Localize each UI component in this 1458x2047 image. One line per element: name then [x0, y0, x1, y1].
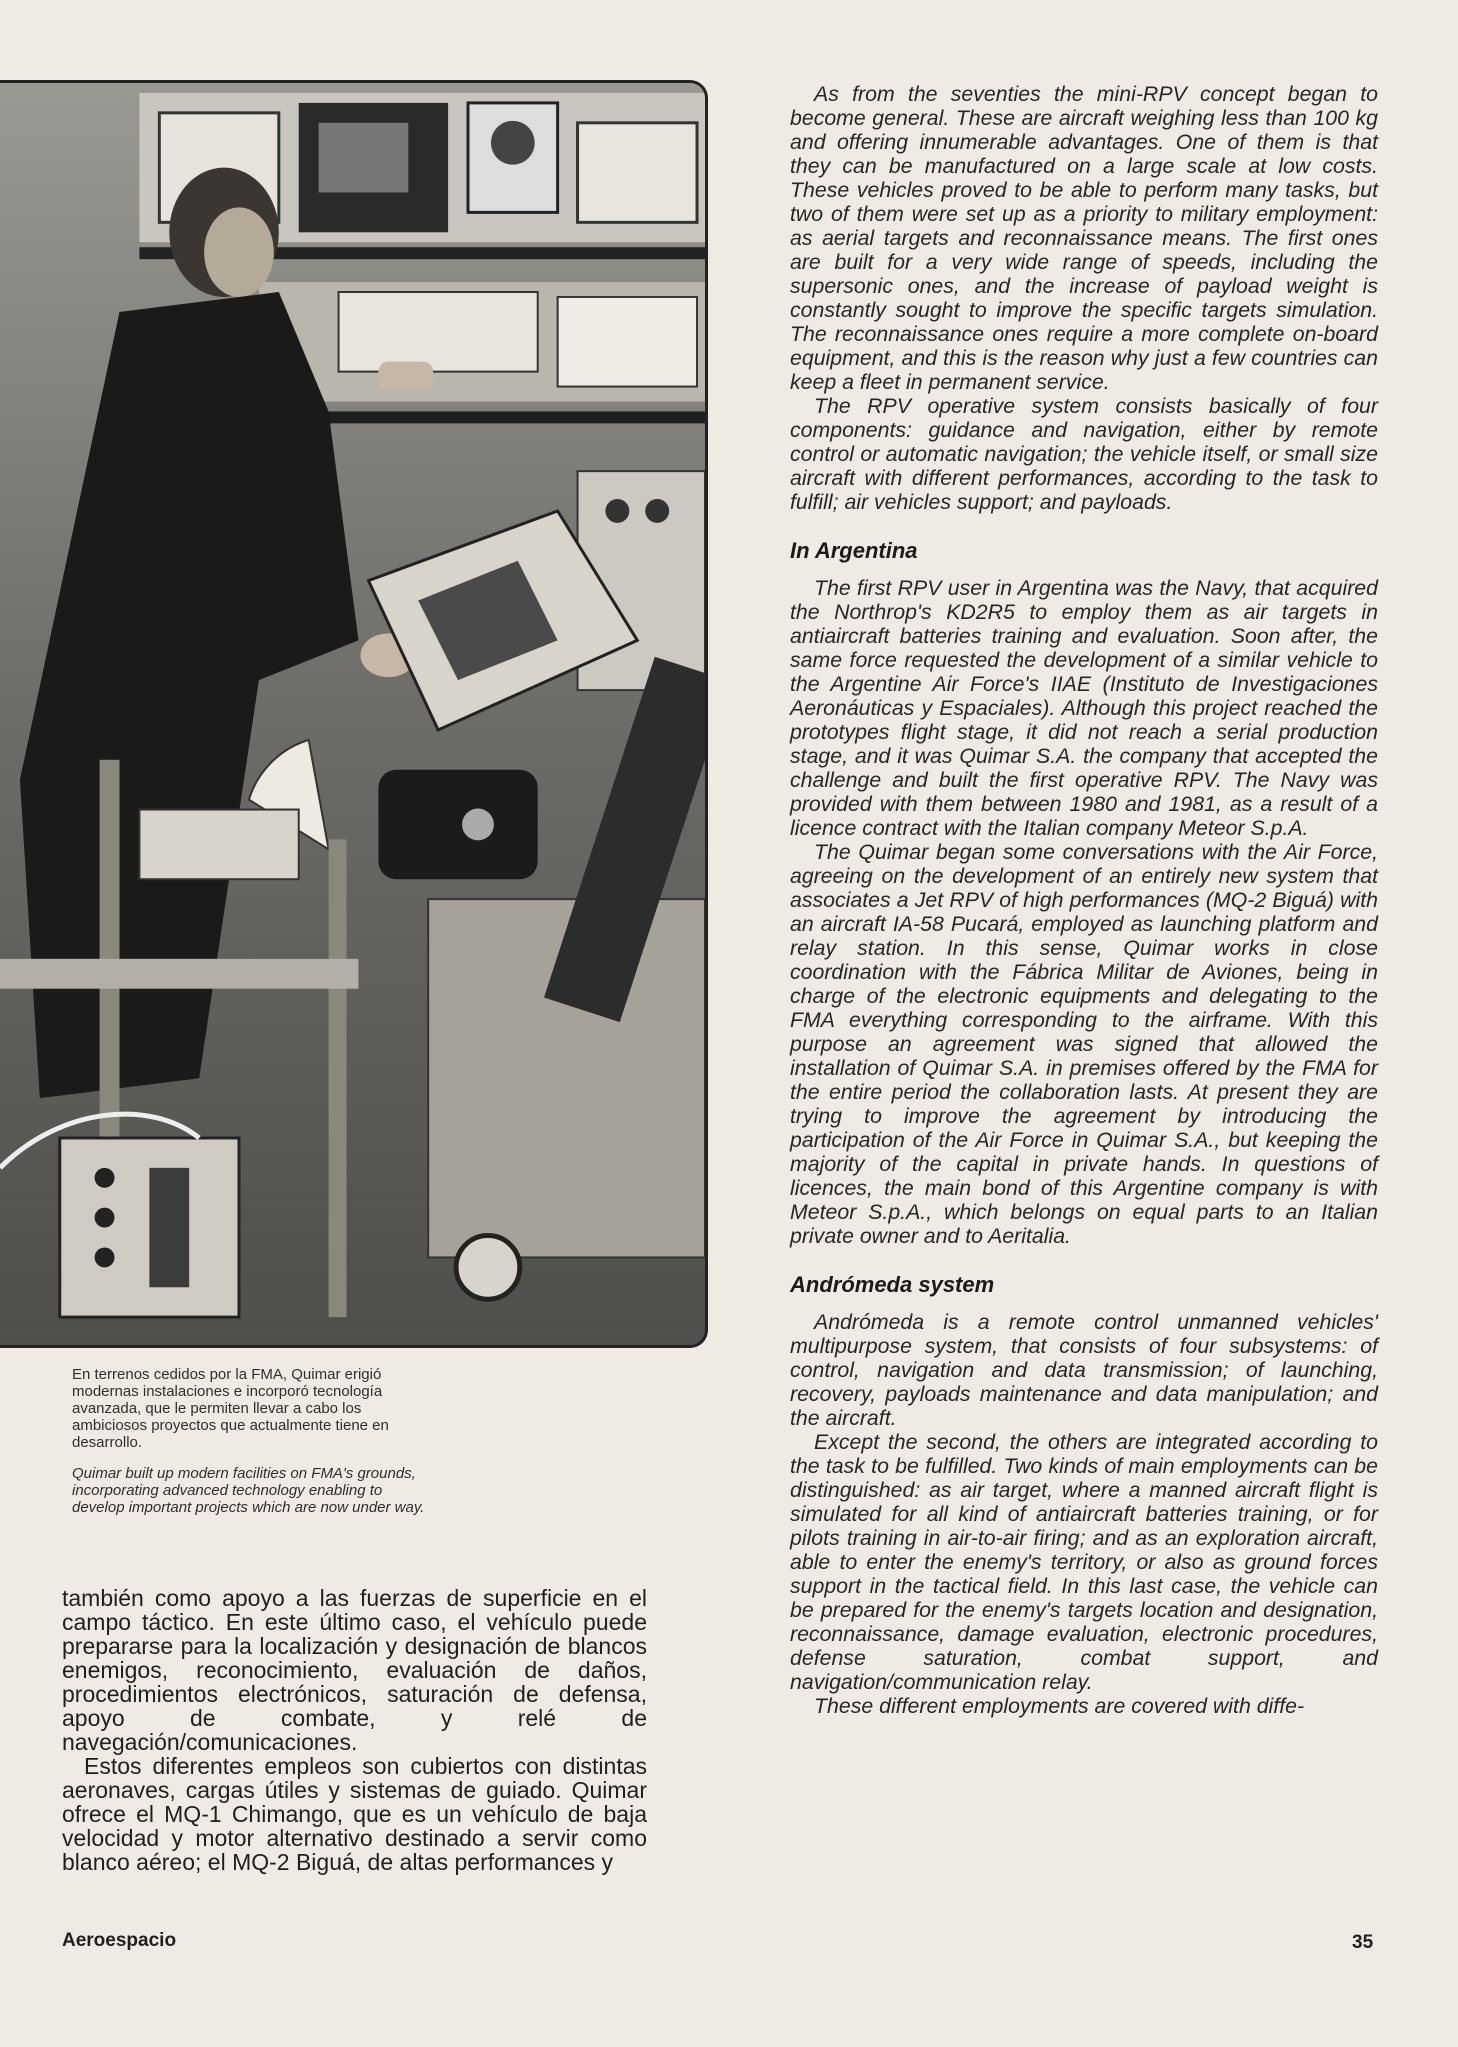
- publication-name: Aeroespacio: [62, 1930, 177, 1951]
- body-paragraph: The first RPV user in Argentina was the Navy, that acquired the Northrop's KD2R5 to employ them as air targets in antiaircraft batteries training and evaluation. Soon after, the same force requested the development of a similar vehicle to the Argentine Air Force's IIAE (Instituto de Investigaciones Aeronáuticas y Espaciales). Although this project reached the prototypes flight stage, it did not reach a serial production stage, and it was Quimar S.A. the company that accepted the challenge and built the first operative RPV. The Navy was provided with them between 1980 and 1981, as a result of a licence contract with the Italian company Meteor S.p.A.: [790, 576, 1378, 840]
- body-paragraph: As from the seventies the mini-RPV concept began to become general. These are aircraft weighing less than 100 kg and offering innumerable advantages. One of them is that they can be manufactured on a large scale at low costs. These vehicles proved to be able to perform many tasks, but two of them were set up as a priority to military employment: as aerial targets and reconnaissance means. The first ones are built for a very wide range of speeds, including the supersonic ones, and the increase of payload weight is constantly sought to improve the specific targets simulation. The reconnaissance ones require a more complete on-board equipment, and this is the reason why just a few countries can keep a fleet in permanent service.: [790, 82, 1378, 394]
- page-number: 35: [1352, 1932, 1374, 1953]
- english-column: [790, 82, 1378, 1718]
- body-paragraph: Except the second, the others are integrated according to the task to be fulfilled. Two kinds of main employments can be distinguished: as air target, where a manned aircraft flight is simulated for all kind of antiaircraft batteries training, or for pilots training in air-to-air firing; and as an exploration aircraft, able to enter the enemy's territory, or also as ground forces support in the tactical field. In this last case, the vehicle can be prepared for the enemy's targets location and designation, reconnaissance, damage evaluation, electronic procedures, defense saturation, combat support, and navigation/communication relay.: [790, 1430, 1378, 1694]
- caption-spanish: En terrenos cedidos por la FMA, Quimar erigió modernas instalaciones e incorporó tecnología avanzada, que le permiten llevar a cabo los ambiciosos proyectos que actualmente tiene en desarrollo.: [72, 1366, 389, 1451]
- photo-caption: [72, 1366, 432, 1530]
- body-paragraph: These different employments are covered with diffe-: [814, 1694, 1305, 1718]
- body-paragraph: Andrómeda is a remote control unmanned vehicles' multipurpose system, that consists of four subsystems: of control, navigation and data transmission; of launching, recovery, payloads maintenance and data manipulation; and the aircraft.: [790, 1310, 1378, 1430]
- lab-photo: [0, 80, 708, 1348]
- section-heading-argentina: In Argentina: [790, 538, 918, 563]
- spanish-paragraph: Estos diferentes empleos son cubiertos con distintas aeronaves, cargas útiles y sistemas de guiado. Quimar ofrece el MQ-1 Chimango, que es un vehículo de baja velocidad y motor alternativo destinado a servir como blanco aéreo; el MQ-2 Biguá, de altas performances y: [62, 1753, 647, 1875]
- lab-photo-illustration: [0, 83, 705, 1345]
- spanish-column: [62, 1586, 647, 1874]
- caption-english: Quimar built up modern facilities on FMA's grounds, incorporating advanced technology enabling to develop important projects which are now under way.: [72, 1465, 425, 1516]
- spanish-paragraph: también como apoyo a las fuerzas de superficie en el campo táctico. En este último caso, el vehículo puede prepararse para la localización y designación de blancos enemigos, reconocimiento, evaluación de daños, procedimientos electrónicos, saturación de defensa, apoyo de combate, y relé de navegación/comunicaciones.: [62, 1585, 647, 1755]
- body-paragraph: The Quimar began some conversations with the Air Force, agreeing on the development of an entirely new system that associates a Jet RPV of high performances (MQ-2 Biguá) with an aircraft IA-58 Pucará, employed as launching platform and relay station. In this sense, Quimar works in close coordination with the Fábrica Militar de Aviones, being in charge of the electronic equipments and delegating to the FMA everything corresponding to the airframe. With this purpose an agreement was signed that allowed the installation of Quimar S.A. in premises offered by the FMA for the entire period the collaboration lasts. At present they are trying to improve the agreement by introducing the participation of the Air Force in Quimar S.A., but keeping the majority of the capital in private hands. In questions of licences, the main bond of this Argentine company is with Meteor S.p.A., which belongs on equal parts to an Italian private owner and to Aeritalia.: [790, 840, 1378, 1248]
- section-heading-andromeda: Andrómeda system: [790, 1272, 995, 1297]
- body-paragraph: The RPV operative system consists basically of four components: guidance and navigation, either by remote control or automatic navigation; the vehicle itself, or small size aircraft with different performances, according to the task to fulfill; air vehicles support; and payloads.: [790, 394, 1378, 514]
